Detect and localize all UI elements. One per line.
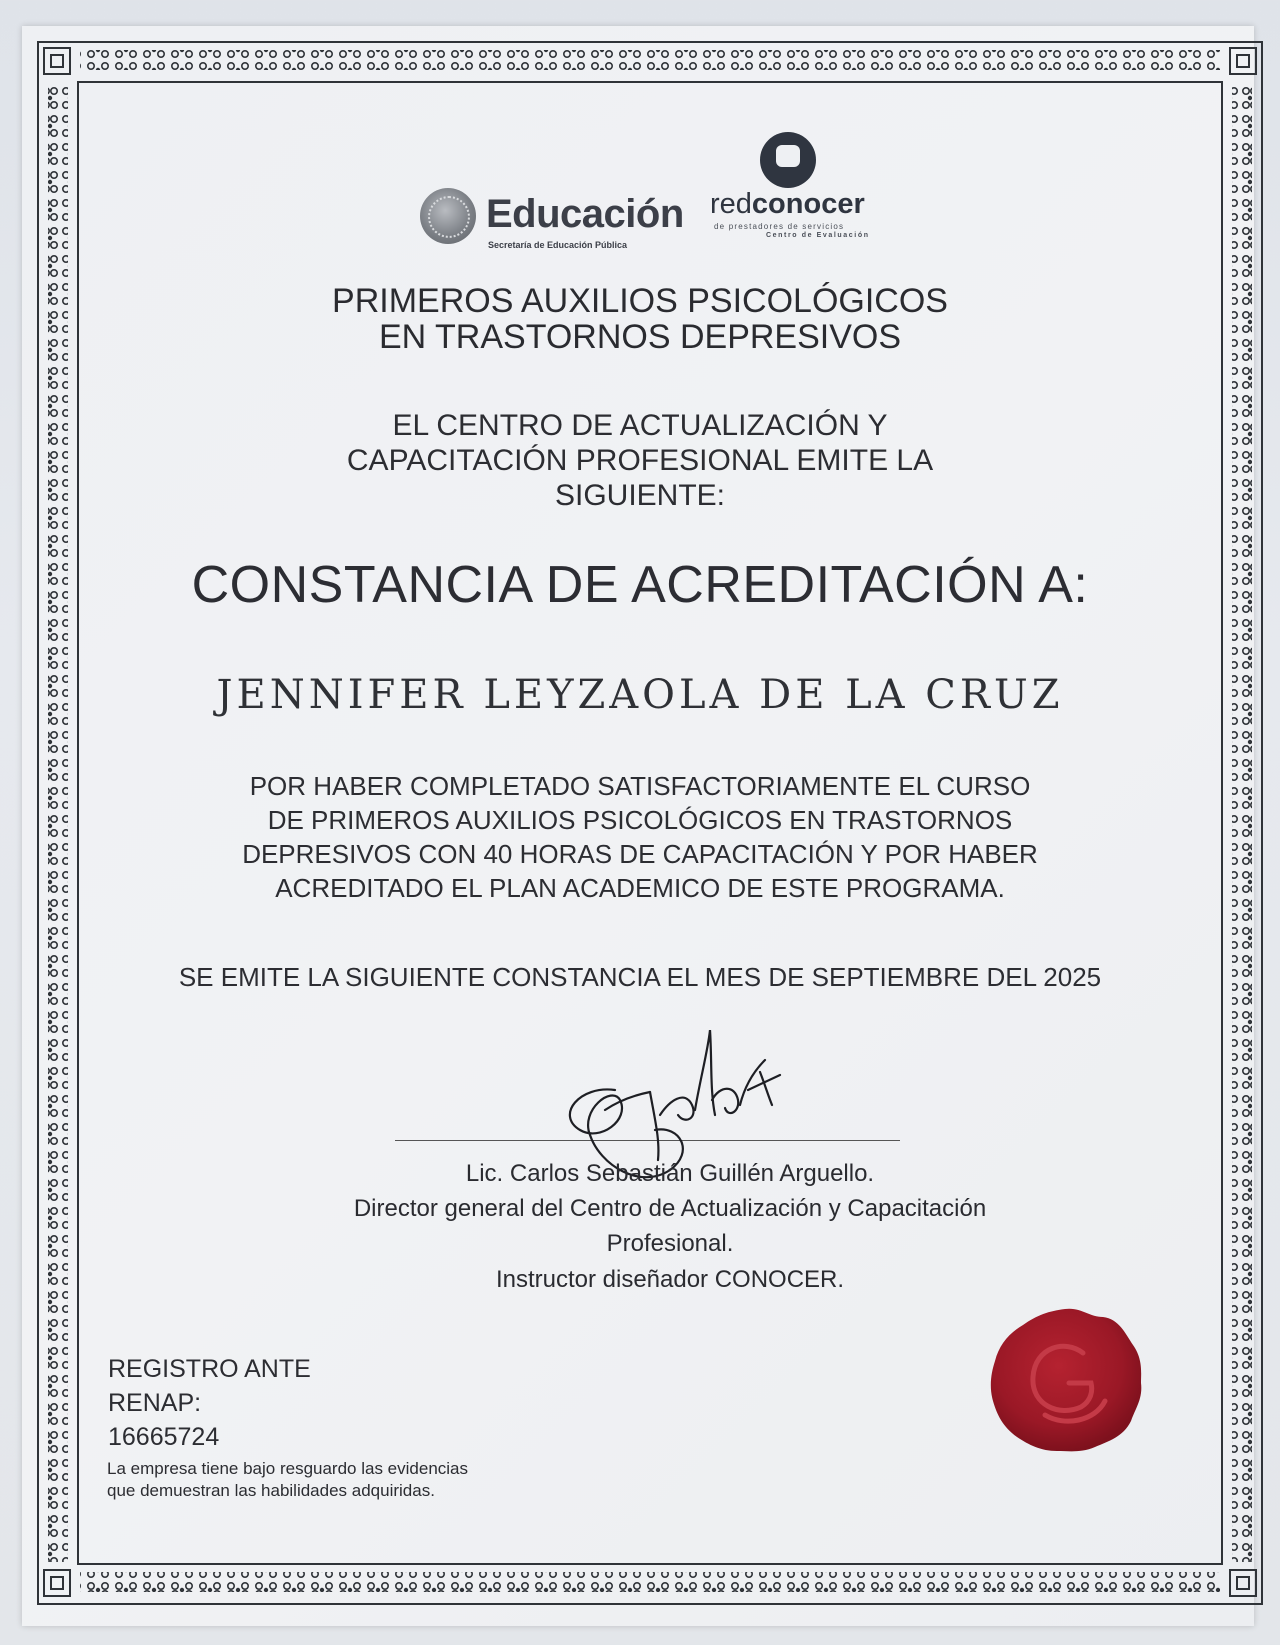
redconocer-word: conocer	[751, 188, 865, 220]
body-line-3: DEPRESIVOS CON 40 HORAS DE CAPACITACIÓN Y POR HABER	[242, 839, 1038, 869]
course-title-line-2: EN TRASTORNOS DEPRESIVOS	[378, 318, 902, 356]
signer-name: Lic. Carlos Sebastián Guillén Arguello.	[465, 1160, 875, 1187]
redconocer-name	[710, 188, 865, 221]
redconocer-prefix: red	[710, 188, 752, 220]
mexico-seal-icon	[420, 188, 476, 244]
course-title-line-1: PRIMEROS AUXILIOS PSICOLÓGICOS	[332, 282, 948, 320]
issuer-line-2: CAPACITACIÓN PROFESIONAL EMITE LA	[346, 444, 934, 477]
body-line-1: POR HABER COMPLETADO SATISFACTORIAMENTE EL CURSO	[249, 771, 1031, 801]
recipient-name: JENNIFER LEYZAOLA DE LA CRUZ	[216, 672, 1064, 718]
wax-seal-icon	[985, 1305, 1145, 1455]
issue-date: SE EMITE LA SIGUIENTE CONSTANCIA EL MES DE SEPTIEMBRE DEL 2025	[178, 962, 1102, 992]
note-line-2: que demuestran las habilidades adquiridas.	[107, 1481, 435, 1500]
renap-number: 16665724	[108, 1423, 220, 1451]
redconocer-icon	[760, 132, 816, 188]
signer-role-line-2: Profesional.	[606, 1230, 734, 1257]
redconocer-subtitle-2: Centro de Evaluación	[766, 232, 870, 239]
certificate-heading: CONSTANCIA DE ACREDITACIÓN A:	[191, 556, 1089, 614]
sep-name: Educación	[486, 192, 684, 236]
signer-role-line-3: Instructor diseñador CONOCER.	[495, 1266, 845, 1293]
issuer-line-3: SIGUIENTE:	[554, 479, 726, 512]
signer-role-line-1: Director general del Centro de Actualización y Capacitación	[353, 1195, 987, 1222]
issuer-line-1: EL CENTRO DE ACTUALIZACIÓN Y	[392, 409, 888, 442]
body-line-2: DE PRIMEROS AUXILIOS PSICOLÓGICOS EN TRASTORNOS	[267, 805, 1013, 835]
issuer-statement	[0, 408, 1280, 513]
body-line-4: ACREDITADO EL PLAN ACADEMICO DE ESTE PROGRAMA.	[275, 873, 1005, 903]
renap-label-line-1: REGISTRO ANTE	[108, 1355, 311, 1383]
renap-label-line-2: RENAP:	[108, 1389, 202, 1417]
completion-statement	[0, 769, 1280, 905]
logo-header	[0, 132, 1280, 250]
course-title	[0, 283, 1280, 355]
note-line-1: La empresa tiene bajo resguardo las evidencias	[107, 1459, 469, 1478]
renap-registry	[108, 1352, 311, 1454]
evidence-note	[107, 1458, 468, 1502]
redconocer-logo	[706, 132, 896, 242]
redconocer-subtitle: de prestadores de servicios	[714, 222, 845, 231]
sep-subtitle: Secretaría de Educación Pública	[488, 240, 628, 250]
